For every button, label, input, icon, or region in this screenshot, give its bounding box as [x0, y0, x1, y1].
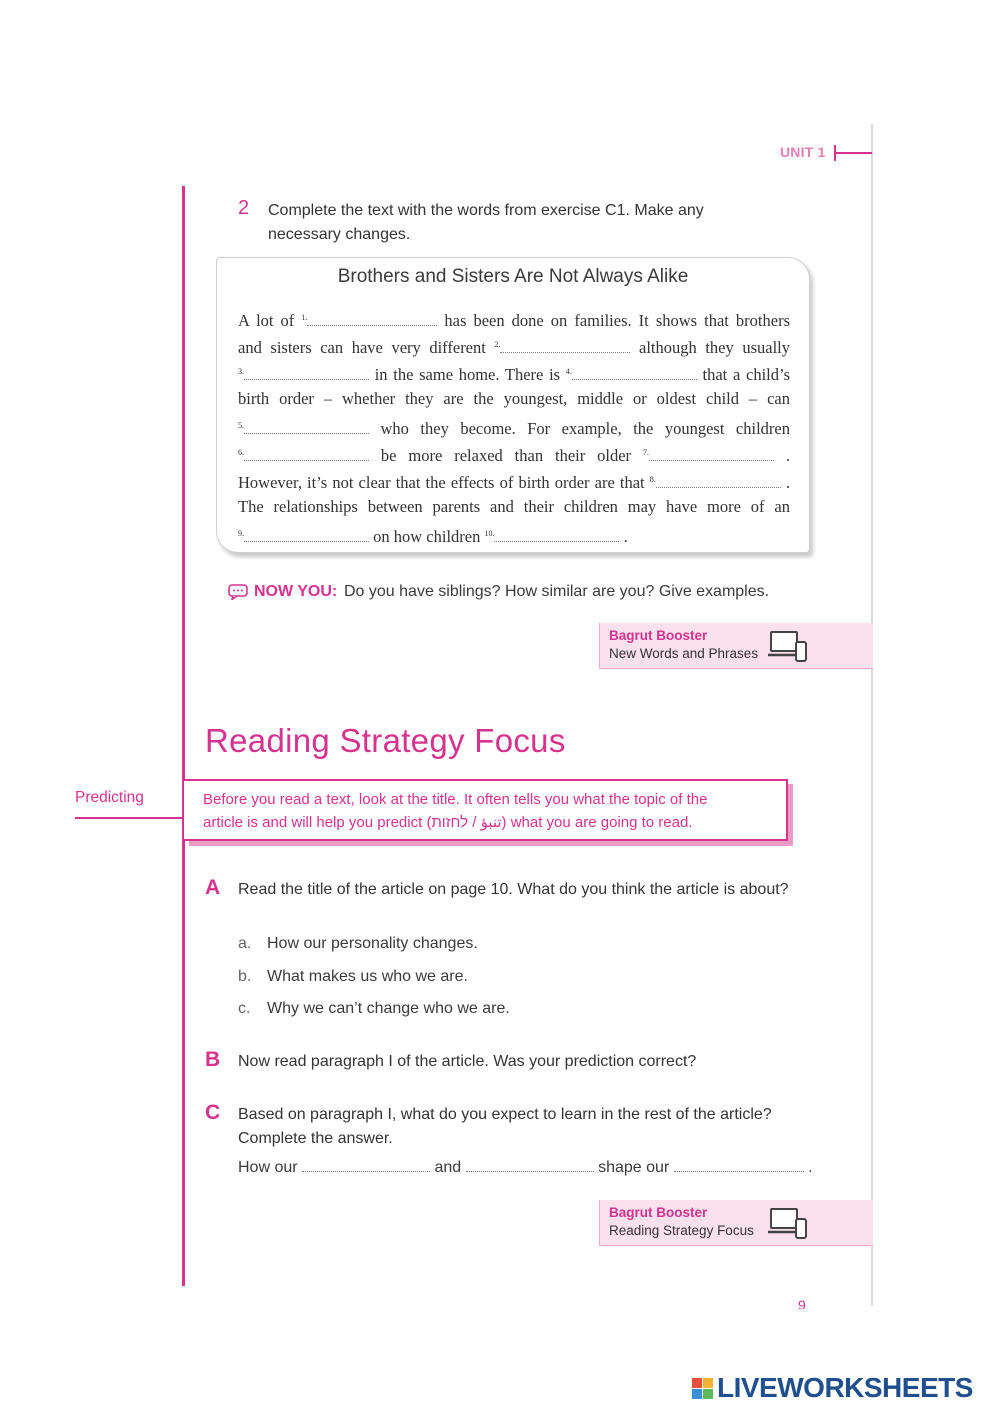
passage-line: A lot of $^{1.}$ has been done on families. It shows that brothers — [238, 311, 790, 330]
question-a-text: Read the title of the article on page 10. What do you think the article is about? — [238, 881, 789, 898]
blank-4[interactable] — [572, 368, 697, 380]
speech-bubble-icon — [228, 584, 248, 600]
blank-6[interactable] — [244, 449, 369, 461]
option-c[interactable]: c. Why we can’t change who we are. — [238, 1000, 510, 1017]
liveworksheets-logo — [692, 1372, 992, 1404]
blank-1[interactable] — [307, 314, 437, 326]
passage-line: $^{9.}$ on how children $^{10.}$ . — [238, 527, 628, 546]
option-b[interactable]: b. What makes us who we are. — [238, 968, 468, 985]
unit-marker-bar — [834, 152, 872, 154]
sidebar-rule — [75, 817, 184, 819]
cloze-passage — [238, 304, 790, 547]
strategy-sidebar-label: Predicting — [75, 789, 144, 806]
question-b-text: Now read paragraph I of the article. Was your prediction correct? — [238, 1053, 697, 1070]
blank-9[interactable] — [244, 530, 369, 542]
exercise-instruction: Complete the text with the words from exercise C1. Make any necessary changes. — [268, 202, 704, 243]
question-letter-c: C — [205, 1101, 221, 1124]
passage-line: The relationships between parents and their children may have more of an — [238, 497, 790, 516]
booster-title: Bagrut Booster — [609, 1205, 708, 1220]
blank-7[interactable] — [649, 449, 774, 461]
question-letter-b: B — [205, 1048, 221, 1071]
exercise-number: 2 — [238, 197, 250, 219]
passage-title: Brothers and Sisters Are Not Always Alike — [337, 266, 689, 287]
tip-line: article is and will help you predict (تنبؤ / לחזות) what you are going to read. — [203, 814, 693, 831]
booster-title: Bagrut Booster — [609, 628, 708, 643]
question-letter-a: A — [205, 876, 221, 899]
passage-line: However, it’s not clear that the effects of birth order are that $^{8.}$ . — [238, 473, 791, 492]
answer-blank-3[interactable] — [674, 1160, 804, 1172]
passage-line: birth order – whether they are the youngest, middle or oldest child – can — [238, 389, 790, 408]
logo-grid-icon — [692, 1378, 714, 1400]
blank-3[interactable] — [244, 368, 369, 380]
option-a[interactable]: a. How our personality changes. — [238, 935, 478, 952]
now-you-question: Do you have siblings? How similar are you? Give examples. — [344, 583, 770, 600]
passage-line: and sisters can have very different $^{2.}$ although they usually — [238, 338, 790, 357]
blank-8[interactable] — [656, 476, 781, 488]
booster-subtitle: New Words and Phrases — [609, 646, 759, 661]
answer-blank-1[interactable] — [302, 1160, 430, 1172]
blank-10[interactable] — [494, 530, 619, 542]
left-margin-rule — [182, 186, 185, 1286]
section-heading: Reading Strategy Focus — [205, 722, 566, 759]
blank-5[interactable] — [244, 422, 369, 434]
unit-label: UNIT 1 — [780, 144, 826, 160]
page-number: 9 — [798, 1297, 806, 1309]
right-margin-rule — [871, 124, 873, 1306]
answer-sentence: How our and shape our . — [238, 1159, 813, 1176]
strategy-tip-text — [203, 788, 773, 834]
booster-subtitle: Reading Strategy Focus — [609, 1223, 754, 1238]
blank-2[interactable] — [500, 341, 630, 353]
question-c-text: Based on paragraph I, what do you expect to learn in the rest of the article? Complete the answer. — [238, 1106, 772, 1147]
bagrut-booster-new-words[interactable] — [599, 623, 873, 669]
passage-line: $^{5.}$ who they become. For example, the youngest children — [238, 419, 790, 438]
computer-tablet-icon — [768, 1206, 808, 1240]
bagrut-booster-reading-strategy[interactable] — [599, 1200, 873, 1246]
tip-line: Before you read a text, look at the title. It often tells you what the topic of the — [203, 791, 708, 808]
logo-wordmark: LIVEWORKSHEETS — [717, 1372, 973, 1403]
answer-blank-2[interactable] — [466, 1160, 594, 1172]
now-you-label: NOW YOU: — [254, 583, 338, 600]
passage-line: $^{6.}$ be more relaxed than their older $^{7.}$ . — [238, 446, 791, 465]
computer-tablet-icon — [768, 629, 808, 663]
passage-line: $^{3.}$ in the same home. There is $^{4.}$ that a child’s — [238, 365, 790, 384]
